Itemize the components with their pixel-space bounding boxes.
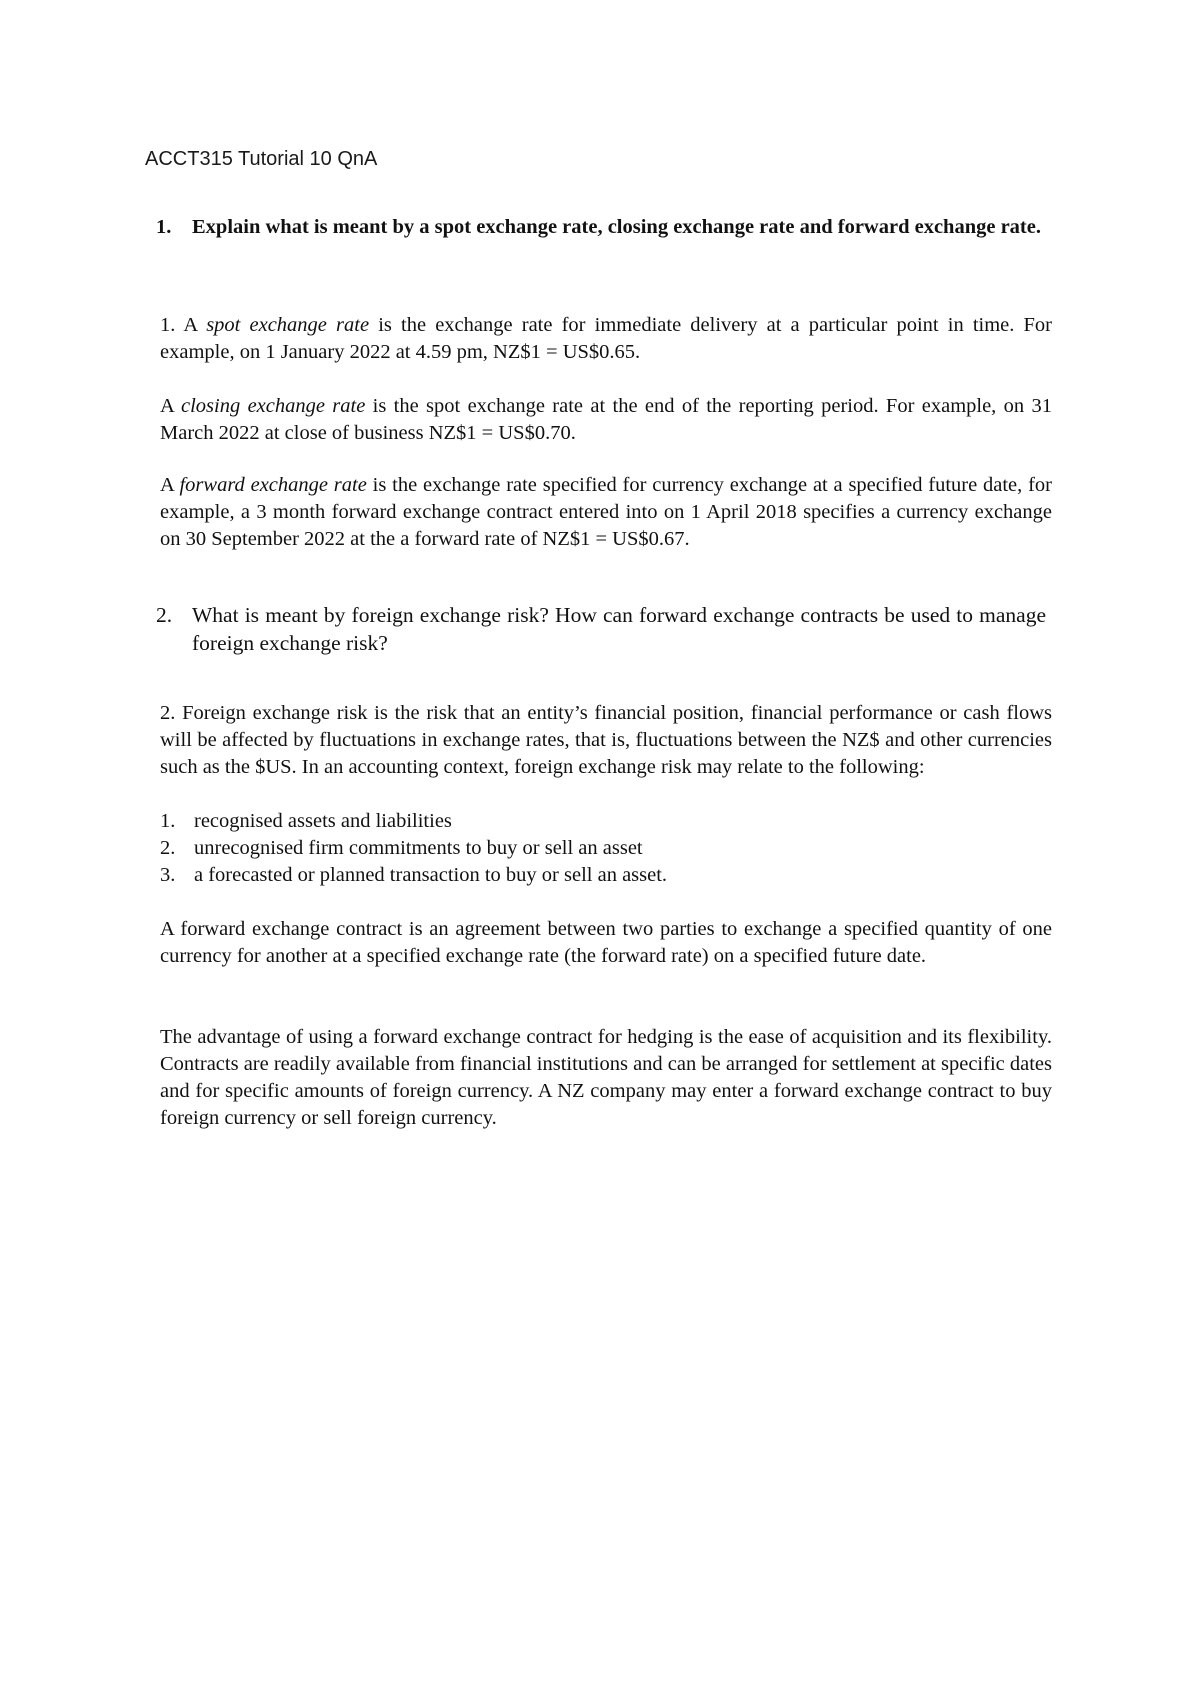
answer-1-closing-rest: is the spot exchange rate at the end of the reporting period. For example, on 31 March 2022 at close of business NZ$1 = US$0.70. (160, 395, 1052, 444)
risk-list (160, 808, 1050, 889)
answer-1-closing-prefix: A (160, 395, 182, 417)
list-item (160, 862, 1050, 889)
list-item-text: a forecasted or planned transaction to buy or sell an asset. (194, 864, 668, 886)
answer-2-advantage: The advantage of using a forward exchange contract for hedging is the ease of acquisition and its flexibility. Contracts are readily available from financial institutions and can be arranged for settlement at specific dates and for specific amounts of foreign currency. A NZ company may enter a forward exchange contract to buy foreign currency or sell foreign currency. (160, 1026, 1052, 1129)
list-item-number: 3. (160, 864, 176, 886)
document-title: ACCT315 Tutorial 10 QnA (145, 148, 378, 170)
answer-1-forward-rest: is the exchange rate specified for currency exchange at a specified future date, for example, a 3 month forward exchange contract entered into on 1 April 2018 specifies a currency exchange on 30 September 2022 at the a forward rate of NZ$1 = US$0.67. (160, 474, 1052, 550)
closing-exchange-rate-term: closing exchange rate (181, 395, 366, 417)
question-2 (156, 601, 1046, 657)
list-item-number: 1. (160, 810, 176, 832)
answer-2-forward-contract: A forward exchange contract is an agreement between two parties to exchange a specified quantity of one currency for another at a specified exchange rate (the forward rate) on a specified future date. (160, 918, 1052, 967)
question-1 (156, 214, 1046, 241)
forward-exchange-rate-term: forward exchange rate (179, 474, 367, 496)
question-1-text: Explain what is meant by a spot exchange rate, closing exchange rate and forward exchange rate. (192, 216, 1041, 238)
list-item-text: unrecognised firm commitments to buy or sell an asset (194, 837, 643, 859)
answer-1-spot-rest: is the exchange rate for immediate delivery at a particular point in time. For example, on 1 January 2022 at 4.59 pm, NZ$1 = US$0.65. (160, 314, 1053, 363)
question-2-number: 2. (156, 603, 173, 627)
list-item (160, 835, 1050, 862)
answer-1-closing-rate (160, 393, 1052, 447)
list-item-text: recognised assets and liabilities (194, 810, 452, 832)
answer-1-forward-prefix: A (160, 474, 180, 496)
spot-exchange-rate-term: spot exchange rate (206, 314, 370, 336)
answer-1-spot-rate (160, 312, 1052, 366)
question-1-number: 1. (156, 216, 172, 238)
answer-2-intro: 2. Foreign exchange risk is the risk that an entity’s financial position, financial performance or cash flows will be affected by fluctuations in exchange rates, that is, fluctuations between the NZ$ and other currencies such as the $US. In an accounting context, foreign exchange risk may relate to the following: (160, 702, 1052, 778)
list-item (160, 808, 1050, 835)
list-item-number: 2. (160, 837, 176, 859)
answer-1-forward-rate (160, 472, 1052, 553)
question-2-text: What is meant by foreign exchange risk? How can forward exchange contracts be used to manage foreign exchange risk? (192, 603, 1046, 655)
answer-1-spot-prefix: 1. A (160, 314, 207, 336)
